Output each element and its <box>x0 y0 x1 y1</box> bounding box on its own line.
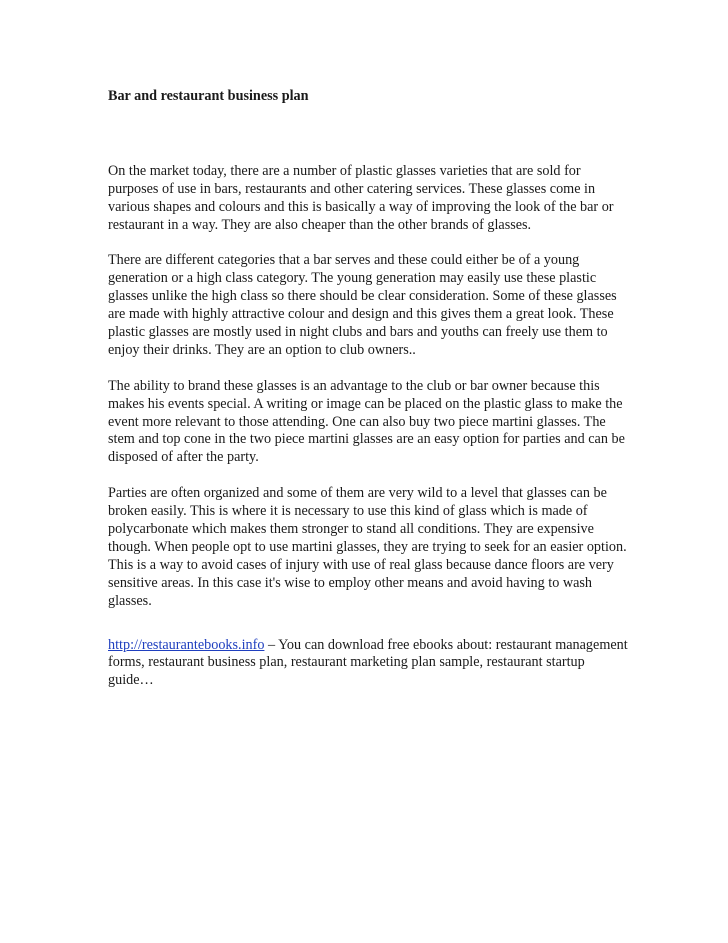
paragraph-3: The ability to brand these glasses is an advantage to the club or bar owner because this makes his events special. A writing or image can be placed on the plastic glass to make the event more relevant to those attending. One can also buy two piece martini glasses. The stem and top cone in the two piece martini glasses are an easy option for parties and can be disposed of after the party. <box>108 377 625 466</box>
paragraph-4: Parties are often organized and some of them are very wild to a level that glasses can be broken easily. This is where it is necessary to use this kind of glass which is made of polycarbonate which makes them stronger to stand all conditions. They are expensive though. When people opt to use martini glasses, they are trying to seek for an easier option. This is a way to avoid cases of injury with use of real glass because dance floors are very sensitive areas. In this case it's wise to employ other means and avoid having to wash glasses. <box>108 485 627 609</box>
document-body <box>108 163 628 611</box>
footer-paragraph <box>108 637 628 691</box>
restaurantebooks-link[interactable]: http://restaurantebooks.info <box>108 636 265 653</box>
document-page <box>108 82 628 708</box>
paragraph-1: On the market today, there are a number of plastic glasses varieties that are sold for purposes of use in bars, restaurants and other catering services. These glasses come in various shapes and colours and this is basically a way of improving the look of the bar or restaurant in a way. They are also cheaper than the other brands of glasses. <box>108 162 614 233</box>
document-title: Bar and restaurant business plan <box>108 88 309 104</box>
paragraph-2: There are different categories that a bar serves and these could either be of a young generation or a high class category. The young generation may easily use these plastic glasses unlike the high class so there should be clear consideration. Some of these glasses are made with highly attractive colour and design and this gives them a great look. These plastic glasses are mostly used in night clubs and bars and youths can freely use them to enjoy their drinks. They are an option to club owners.. <box>108 252 617 358</box>
footer-text: – You can download free ebooks about: restaurant management forms, restaurant business plan, restaurant marketing plan sample, restaurant startup guide… <box>108 636 628 689</box>
